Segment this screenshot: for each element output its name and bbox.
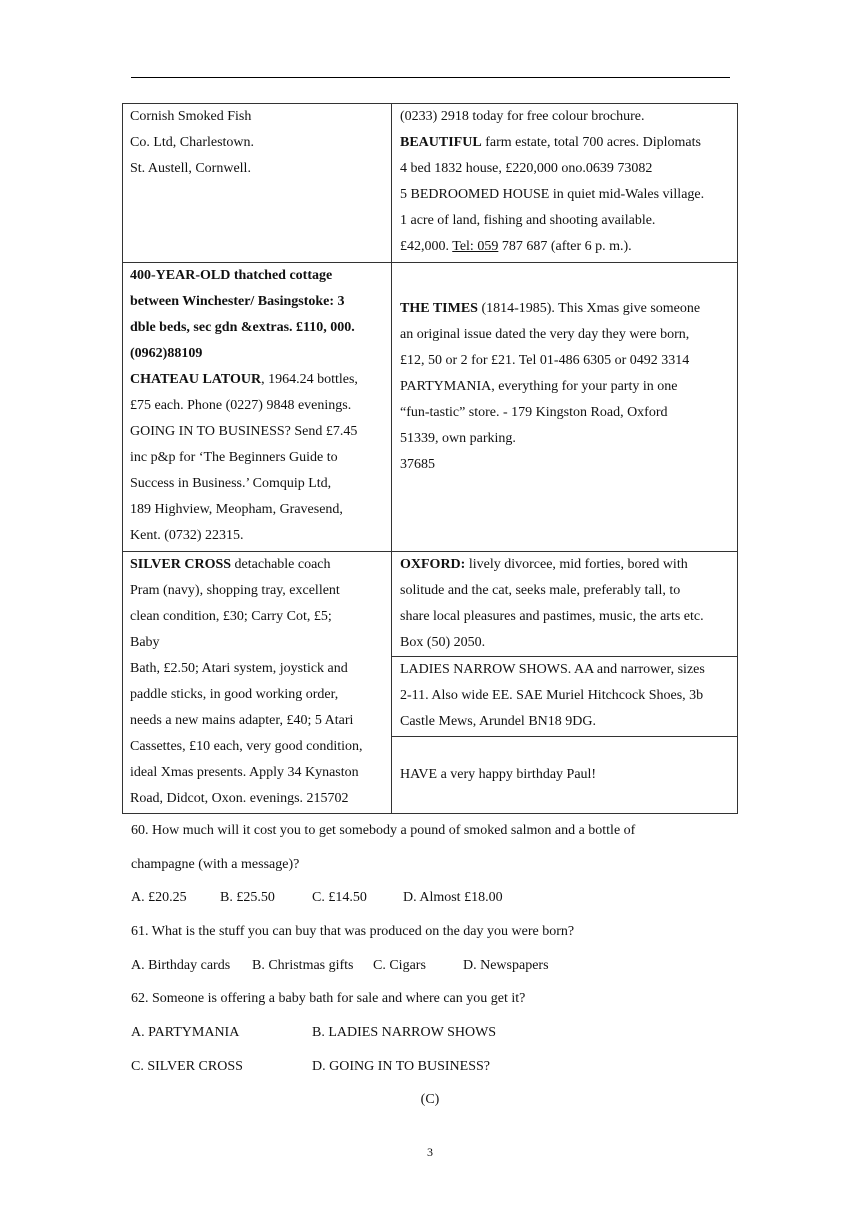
option-c: C. £14.50 <box>312 890 367 905</box>
question-62: 62. Someone is offering a baby bath for sale and where can you get it? <box>131 991 526 1006</box>
option-d: D. Almost £18.00 <box>403 890 503 905</box>
page-number: 3 <box>427 1145 433 1159</box>
ad-cottage-chateau-business: 400-YEAR-OLD thatched cottage between Winchester/ Basingstoke: 3 dble beds, sec gdn &extras. £110, 000. (0962)88109 CHATEAU LATOUR, 1964.24 bottles, £75 each. Phone (0227) 9848 evenings. GOING IN TO BUSINESS? Send £7.45 inc p&p for ‘The Beginners Guide to Success in Business.’ Comquip Ltd, 189 Highview, Meopham, Gravesend, Kent. (0732) 22315. <box>123 263 392 552</box>
option-c: C. SILVER CROSS <box>131 1059 243 1074</box>
question-60-options <box>131 889 503 907</box>
ad-oxford-divorcee: OXFORD: lively divorcee, mid forties, bored with solitude and the cat, seeks male, preferably tall, to share local pleasures and pastimes, music, the arts etc. Box (50) 2050. <box>392 552 738 657</box>
question-61-options <box>131 957 549 975</box>
ads-table <box>122 103 738 814</box>
option-b: B. LADIES NARROW SHOWS <box>312 1025 497 1040</box>
option-b: B. £25.50 <box>220 890 275 905</box>
option-a: A. £20.25 <box>131 890 187 905</box>
ad-silver-cross: SILVER CROSS detachable coach Pram (navy), shopping tray, excellent clean condition, £30; Carry Cot, £5; Baby Bath, £2.50; Atari system, joystick and paddle sticks, in good working order, needs a new mains adapter, £40; 5 Atari Cassettes, £10 each, very good condition, ideal Xmas presents. Apply 34 Kynaston Road, Didcot, Oxon. evenings. 215702 <box>123 552 392 814</box>
option-a: A. Birthday cards <box>131 958 231 973</box>
option-d: D. Newspapers <box>463 958 549 973</box>
option-a: A. PARTYMANIA <box>131 1025 240 1040</box>
header-rule <box>131 77 730 78</box>
option-b: B. Christmas gifts <box>252 958 354 973</box>
ad-happy-birthday: HAVE a very happy birthday Paul! <box>392 737 738 814</box>
question-62-options-cd <box>131 1058 490 1076</box>
ad-farm-estate-houses: (0233) 2918 today for free colour brochure. BEAUTIFUL farm estate, total 700 acres. Diplomats 4 bed 1832 house, £220,000 ono.0639 73082 5 BEDROOMED HOUSE in quiet mid-Wales village. 1 acre of land, fishing and shooting available. £42,000. Tel: 059 787 687 (after 6 p. m.). <box>392 104 738 263</box>
question-60-line1: 60. How much will it cost you to get somebody a pound of smoked salmon and a bottle of <box>131 823 636 838</box>
ad-cornish-smoked-fish: Cornish Smoked Fish Co. Ltd, Charlestown. St. Austell, Cornwell. <box>123 104 392 263</box>
section-label: (C) <box>420 1092 440 1107</box>
tel-underlined: Tel: 059 <box>452 239 499 254</box>
option-c: C. Cigars <box>373 958 426 973</box>
question-61: 61. What is the stuff you can buy that was produced on the day you were born? <box>131 924 575 939</box>
option-d: D. GOING IN TO BUSINESS? <box>312 1059 490 1074</box>
ad-times-partymania: THE TIMES (1814-1985). This Xmas give someone an original issue dated the very day they were born, £12, 50 or 2 for £21. Tel 01-486 6305 or 0492 3314 PARTYMANIA, everything for your party in one “fun-tastic” store. - 179 Kingston Road, Oxford 51339, own parking. 37685 <box>392 263 738 552</box>
question-60-line2: champagne (with a message)? <box>131 857 300 872</box>
ad-ladies-narrow-shows: LADIES NARROW SHOWS. AA and narrower, sizes 2-11. Also wide EE. SAE Muriel Hitchcock Shoes, 3b Castle Mews, Arundel BN18 9DG. <box>392 657 738 737</box>
question-62-options-ab <box>131 1024 496 1042</box>
